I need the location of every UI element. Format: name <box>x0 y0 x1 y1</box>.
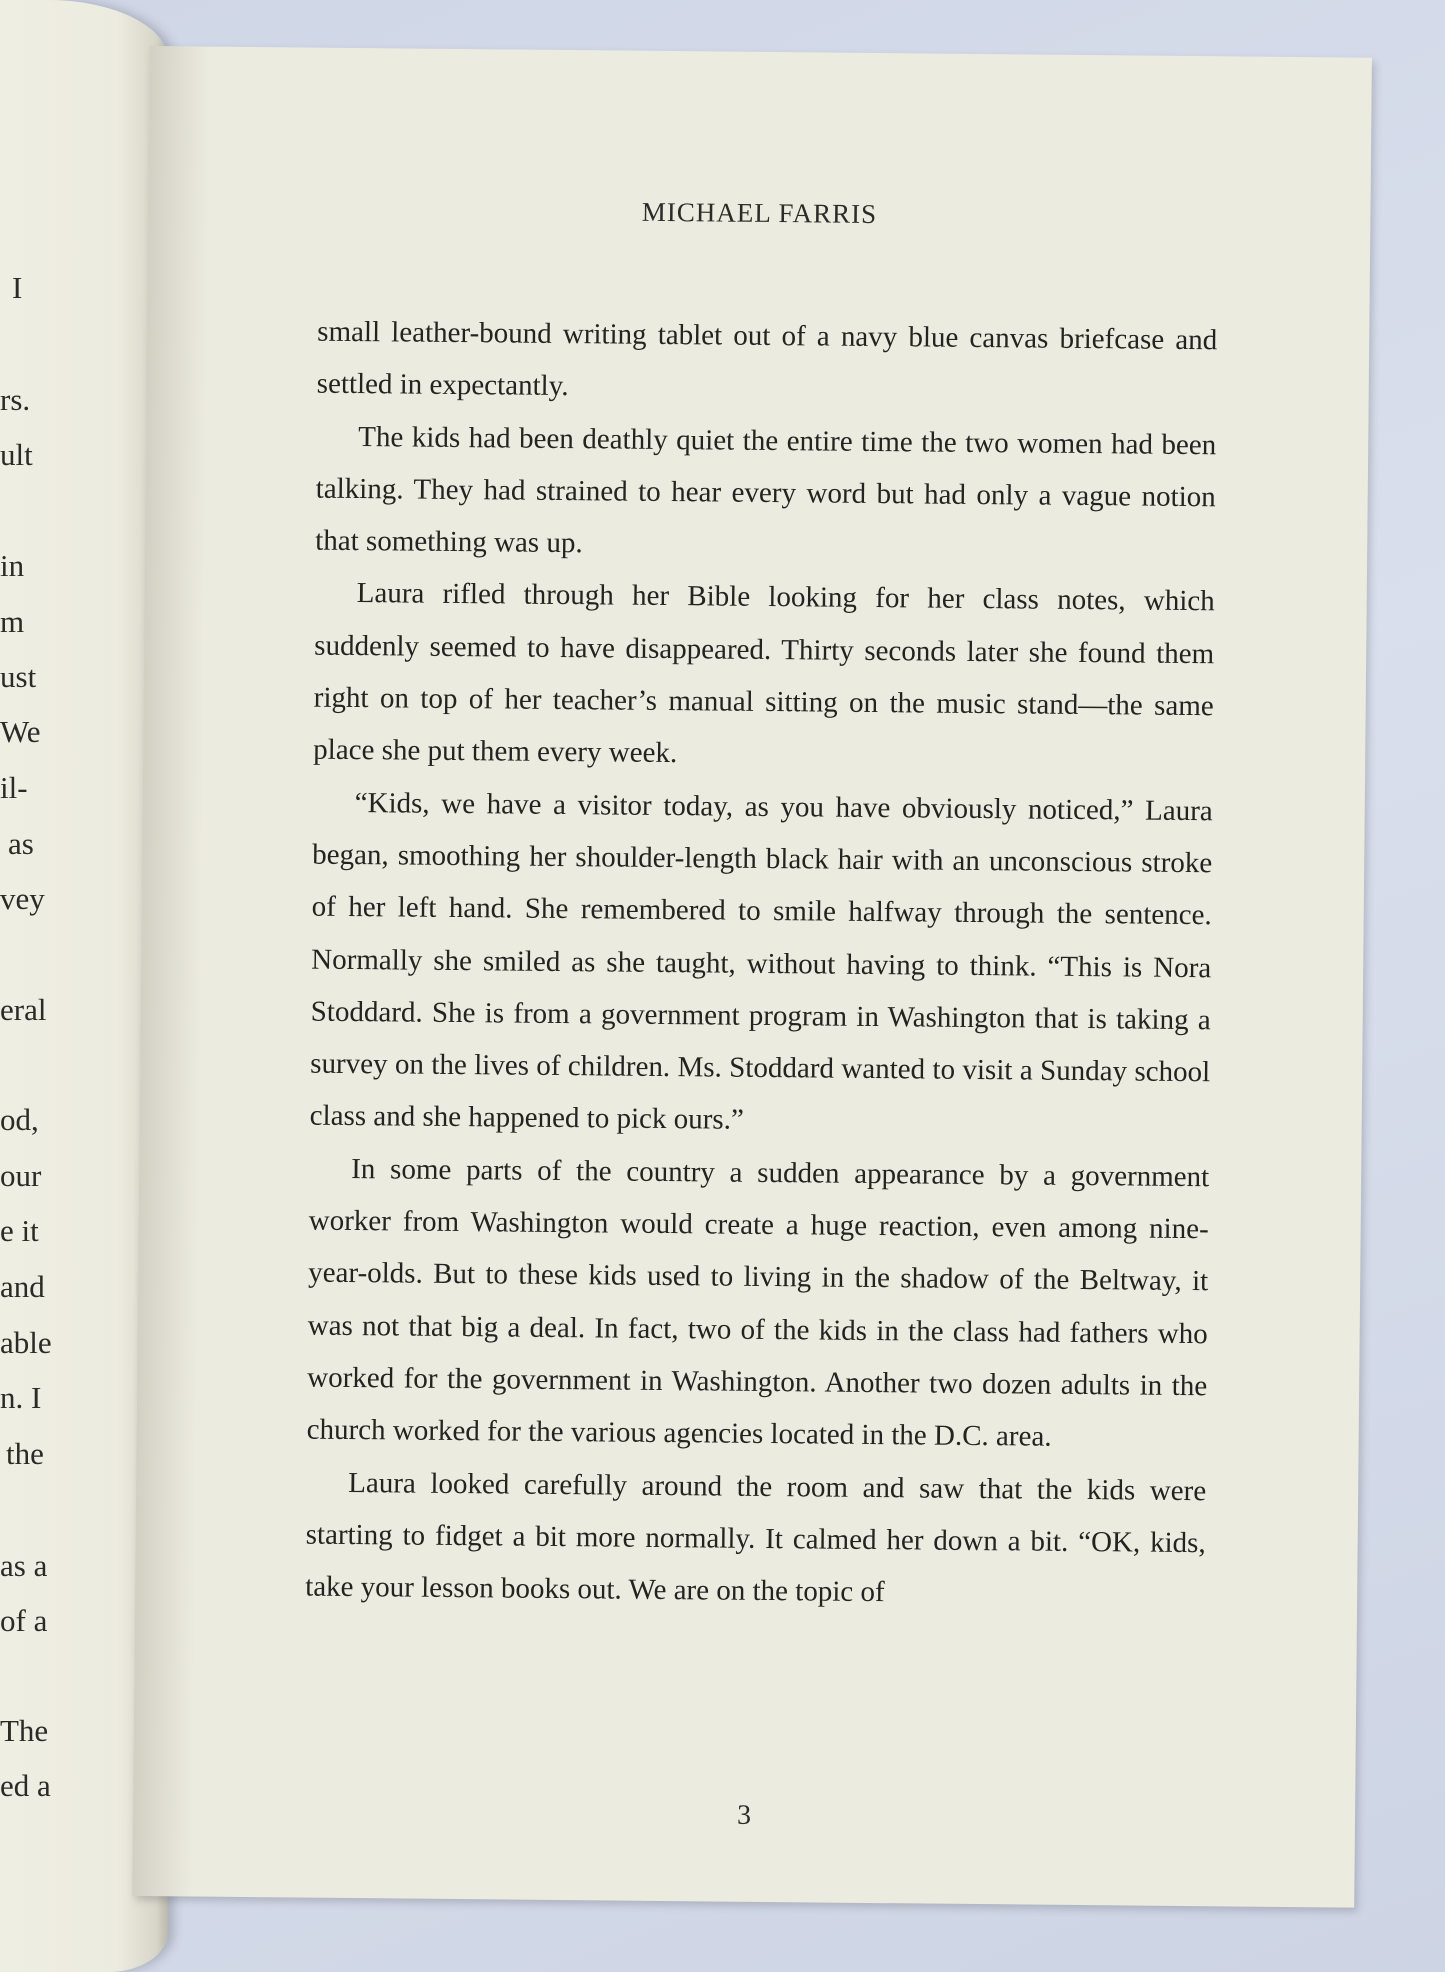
left-page-fragment: our <box>0 1158 42 1193</box>
left-page-fragment: il- <box>0 770 28 805</box>
left-page-fragment: vey <box>0 881 45 916</box>
paragraph: “Kids, we have a visitor today, as you have obviously noticed,” Laura began, smoothing her shoulder-length black hair with an unconscious stroke of her left hand. She remembered to smile halfway through the sentence. Normally she smiled as she taught, without having to think. “This is Nora Stoddard. She is from a government program in Washington that is taking a survey on the lives of children. Ms. Stoddard wanted to visit a Sunday school class and she happened to pick ours.” <box>309 786 1213 1137</box>
paragraph: small leather-bound writing tablet out of a navy blue canvas briefcase and settled in expectantly. <box>316 315 1218 403</box>
left-page-fragment: and <box>0 1269 45 1304</box>
paragraph: In some parts of the country a sudden appearance by a government worker from Washington would create a huge reaction, even among nine-year-olds. But to these kids used to living in the shadow of the Beltway, it was not that big a deal. In fact, two of the kids in the class had fathers who worked for the government in Washington. Another two dozen adults in the church worked for the various agencies located in the D.C. area. <box>306 1152 1210 1453</box>
left-page-fragment: The <box>0 1713 49 1748</box>
left-page-fragment: the <box>6 1436 44 1471</box>
body-text <box>305 306 1218 1622</box>
left-page-fragment: ult <box>0 437 33 472</box>
left-page-fragment: m <box>0 604 25 639</box>
left-page-fragment: of a <box>0 1603 48 1638</box>
running-head: MICHAEL FARRIS <box>641 196 878 229</box>
book-page <box>132 46 1372 1908</box>
page-number: 3 <box>736 1799 752 1831</box>
left-page-fragment: ed a <box>0 1768 51 1803</box>
paragraph: The kids had been deathly quiet the entire time the two women had been talking. They had strained to hear every word but had only a vague notion that something was up. <box>315 420 1217 560</box>
left-page-fragment: as a <box>0 1548 48 1583</box>
paragraph: Laura rifled through her Bible looking for her class notes, which suddenly seemed to have disappeared. Thirty seconds later she found them right on top of her teacher’s manual sitting on the music stand—the same place she put them every week. <box>313 577 1215 770</box>
left-page-fragment: od, <box>0 1102 39 1137</box>
left-page-fragment: in <box>0 548 25 583</box>
left-page-fragment: e it <box>0 1213 39 1248</box>
paragraph: Laura looked carefully around the room and saw that the kids were starting to fidget a bit more normally. It calmed her down a bit. “OK, kids, take your lesson books out. We are on the topic of <box>305 1466 1207 1609</box>
left-page-fragment: eral <box>0 992 47 1027</box>
left-page-fragment: I <box>12 270 23 305</box>
left-page-fragment: n. I <box>0 1380 42 1415</box>
left-page-fragment: rs. <box>0 382 31 417</box>
left-page-fragment: as <box>8 826 34 861</box>
left-page-fragment: ust <box>0 659 37 694</box>
left-page-fragment: able <box>0 1325 52 1360</box>
left-page-fragment: We <box>0 714 41 749</box>
